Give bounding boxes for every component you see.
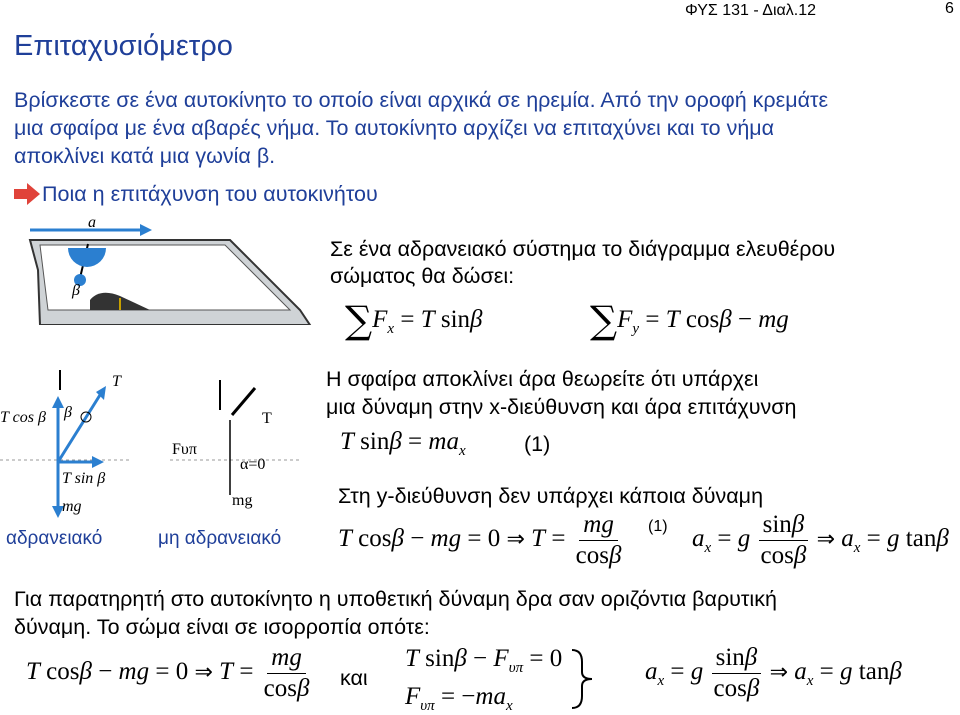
car-beta-label: β	[72, 282, 80, 299]
observer-line-1: Για παρατηρητή στο αυτοκίνητο η υποθετική δύναμη δρα σαν οριζόντια βαρυτική	[14, 587, 777, 611]
car-figure	[0, 210, 320, 325]
fbd-beta-label: β	[64, 404, 72, 421]
intro-line-1: Βρίσκεστε σε ένα αυτοκίνητο το οποίο είναι αρχικά σε ηρεμία. Από την οροφή κρεμάτε	[14, 88, 829, 112]
inertial-accel-equation: $a_x = g$ $\frac{\sin\beta}{\cos\beta}$ ⇒ $a_x = g$ tanβ	[692, 511, 949, 569]
deviation-line-1: Η σφαίρα αποκλίνει άρα θεωρείτε ότι υπάρχει	[326, 367, 759, 391]
noninertial-alpha-label: α=0	[240, 456, 266, 473]
noninertial-t-label: T	[262, 410, 272, 427]
noninertial-fyp-label: Fυπ	[172, 441, 197, 458]
fbd-t-label: T	[112, 373, 121, 390]
sum-fx-equation: $\sum F_x = T$ sinβ	[345, 298, 483, 342]
fbd-tsin-label: T sin β	[62, 470, 106, 487]
intro-line-2: μια σφαίρα με ένα αβαρές νήμα. Το αυτοκίνητο αρχίζει να επιταχύνει και το νήμα	[14, 116, 775, 140]
fbd-mg-label: mg	[62, 498, 82, 515]
page-title: Επιταχυσιόμετρο	[14, 30, 233, 62]
deviation-line-2: μια δύναμη στην x-διεύθυνση και άρα επιτάχυνση	[326, 395, 797, 419]
intro-line-3: αποκλίνει κατά μια γωνία β.	[14, 144, 276, 168]
sum-fy-equation: $\sum F_y = T$ cosβ − mg	[590, 298, 789, 342]
observer-line-2: δύναμη. Το σώμα είναι σε ισορροπία οπότε:	[14, 615, 430, 639]
kai-text: και	[340, 666, 368, 690]
inertial-line-1: Σε ένα αδρανειακό σύστημα το διάγραμμα ελευθέρου	[330, 237, 836, 261]
inertial-label: αδρανειακό	[6, 528, 103, 549]
brace-icon	[570, 648, 594, 710]
observer-fyp-equation: $F_{\upsilon\pi} = -ma_x$	[405, 683, 513, 714]
course-header: ΦΥΣ 131 - Διαλ.12	[685, 2, 817, 19]
inertial-line-2: σώματος θα δώσει:	[330, 264, 515, 288]
observer-tension-equation: T cosβ − mg = 0 ⇒ T = $\frac{mg}{\cos\beta}$	[26, 644, 310, 702]
fbd-tcos-label: T cos β	[0, 409, 46, 426]
question-text: Ποια η επιτάχυνση του αυτοκινήτου	[42, 182, 378, 206]
noninertial-mg-label: mg	[232, 492, 253, 509]
eq-number-small: (1)	[648, 518, 668, 535]
inertial-result-equation: T cosβ − mg = 0 ⇒ T = $\frac{mg}{\cos\beta}$	[338, 511, 622, 569]
arrow-bullet-icon	[14, 183, 40, 205]
observer-x-equation: T $\sin\beta - F_{\upsilon\pi} = 0$	[405, 645, 563, 676]
noninertial-label: μη αδρανειακό	[158, 528, 282, 549]
page-number: 6	[945, 0, 954, 17]
tsin-equation: T $\sin\beta = ma_x$	[340, 428, 466, 459]
observer-accel-equation: $a_x = g$ $\frac{\sin\beta}{\cos\beta}$ ⇒ $a_x = g$ tanβ	[645, 644, 902, 702]
eq-number-1: (1)	[524, 432, 551, 456]
y-direction-text: Στη y-διεύθυνση δεν υπάρχει κάποια δύναμη	[338, 484, 764, 508]
accel-label: a	[88, 214, 96, 231]
